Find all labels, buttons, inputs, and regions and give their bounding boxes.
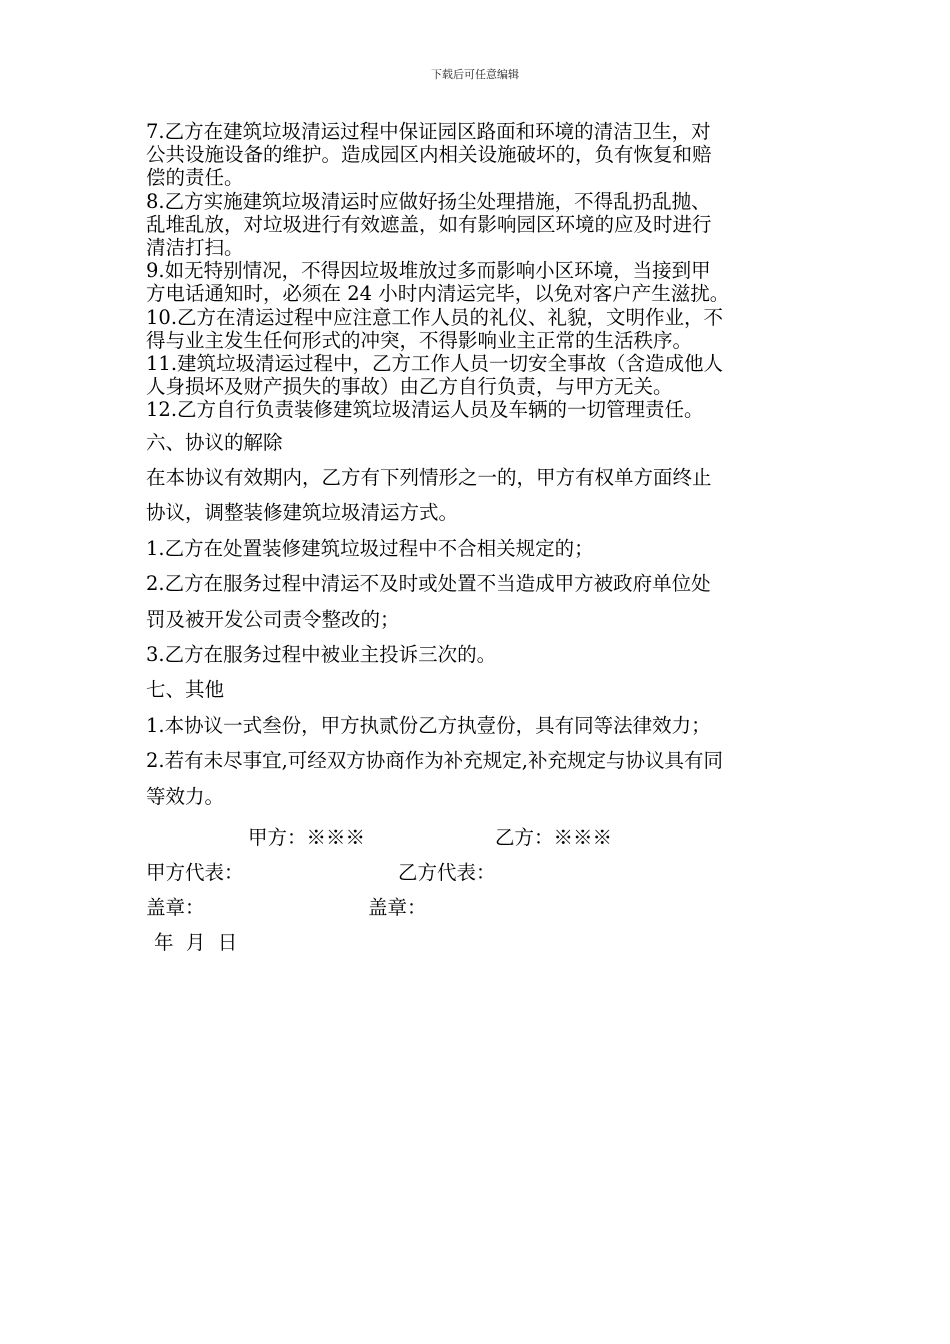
party-b-representative: 乙方代表： <box>398 861 496 885</box>
clause-7-line-2: 公共设施设备的维护。造成园区内相关设施破坏的，负有恢复和赔 <box>146 143 712 167</box>
signature-block <box>146 814 811 954</box>
section-7-line-1: 1.本协议一式叁份，甲方执贰份乙方执壹份，具有同等法律效力； <box>146 713 711 737</box>
section-6-line-4: 2.乙方在服务过程中清运不及时或处置不当造成甲方被政府单位处 <box>146 572 711 596</box>
clause-7-line-3: 偿的责任。 <box>146 166 244 190</box>
section-6-line-3: 1.乙方在处置装修建筑垃圾过程中不合相关规定的； <box>146 536 594 560</box>
clause-8-line-1: 8.乙方实施建筑垃圾清运时应做好扬尘处理措施，不得乱扔乱抛、 <box>146 189 711 213</box>
party-a-seal: 盖章： <box>146 896 205 920</box>
clause-7-line-1: 7.乙方在建筑垃圾清运过程中保证园区路面和环境的清洁卫生，对 <box>146 120 711 143</box>
clause-11-line-2: 人身损坏及财产损失的事故）由乙方自行负责，与甲方无关。 <box>146 375 673 399</box>
section-6-line-2: 协议，调整装修建筑垃圾清运方式。 <box>146 501 459 525</box>
clause-8-line-3: 清洁打扫。 <box>146 236 244 260</box>
page-header-note: 下载后可任意编辑 <box>431 68 519 81</box>
party-b-seal: 盖章： <box>368 896 427 920</box>
section-6-line-1: 在本协议有效期内，乙方有下列情形之一的，甲方有权单方面终止 <box>146 466 712 490</box>
document-body <box>146 120 811 954</box>
signing-date: 年 月 日 <box>154 931 238 955</box>
party-a-representative: 甲方代表： <box>146 861 244 885</box>
clause-8-line-2: 乱堆乱放，对垃圾进行有效遮盖，如有影响园区环境的应及时进行 <box>146 212 712 236</box>
clause-12-line-1: 12.乙方自行负责装修建筑垃圾清运人员及车辆的一切管理责任。 <box>146 398 704 422</box>
clause-10-line-1: 10.乙方在清运过程中应注意工作人员的礼仪、礼貌，文明作业，不 <box>146 305 724 329</box>
clause-10-line-2: 得与业主发生任何形式的冲突，不得影响业主正常的生活秩序。 <box>146 328 693 352</box>
clause-9-line-1: 9.如无特别情况，不得因垃圾堆放过多而影响小区环境，当接到甲 <box>146 259 711 283</box>
clauses-list <box>146 120 811 422</box>
section-termination <box>146 425 811 673</box>
party-b-name: 乙方：※※※ <box>495 826 613 850</box>
section-7-title: 七、其他 <box>146 678 225 702</box>
section-6-line-6: 3.乙方在服务过程中被业主投诉三次的。 <box>146 643 497 667</box>
section-7-line-3: 等效力。 <box>146 784 225 808</box>
section-7-line-2: 2.若有未尽事宜,可经双方协商作为补充规定,补充规定与协议具有同 <box>146 749 724 773</box>
section-6-title: 六、协议的解除 <box>146 430 283 454</box>
clause-11-line-1: 11.建筑垃圾清运过程中，乙方工作人员一切安全事故（含造成他人 <box>146 352 724 376</box>
section-other <box>146 672 811 814</box>
section-6-line-5: 罚及被开发公司责令整改的； <box>146 607 400 631</box>
clause-9-line-2: 方电话通知时，必须在 24 小时内清运完毕，以免对客户产生滋扰。 <box>146 282 730 306</box>
party-a-name: 甲方：※※※ <box>248 826 366 850</box>
